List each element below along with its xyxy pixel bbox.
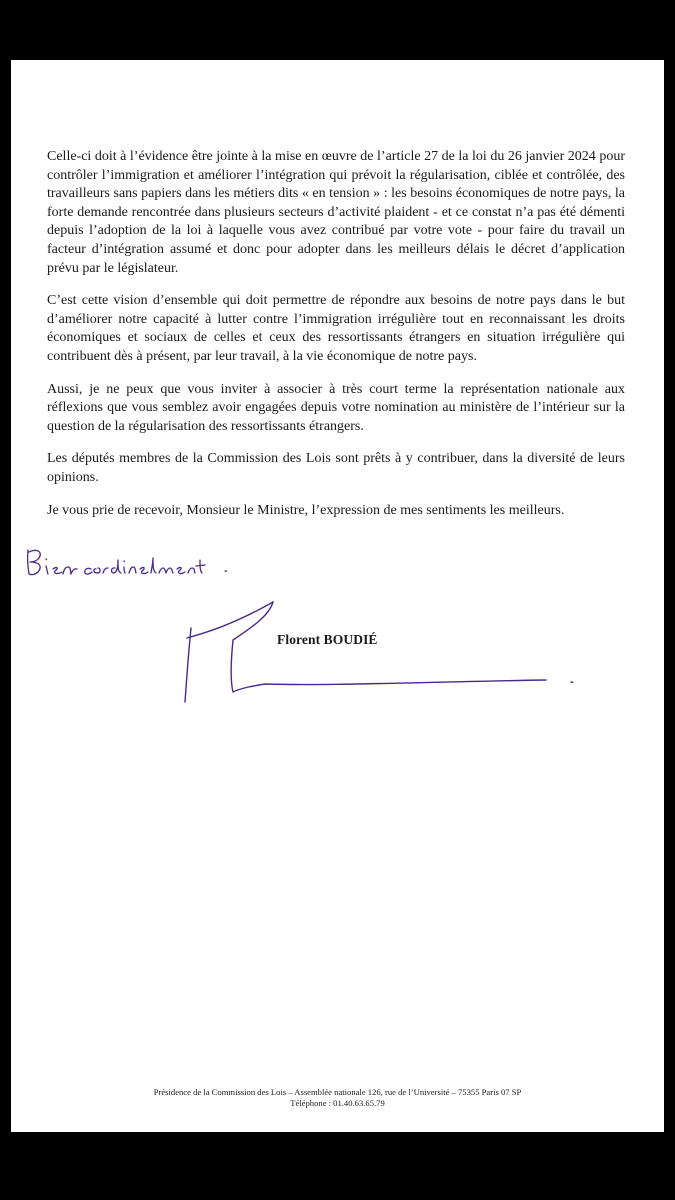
signature [161,598,581,708]
paragraph-2: C’est cette vision d’ensemble qui doit permettre de répondre aux besoins de notre pays dans le but d’améliorer notre capacité à lutter contre l’immigration irrégulière tout en reconnaissant les droits économiques et sociaux de celles et ceux des ressortissants étrangers en situation irrégulière qui contribuent dès à présent, par leur travail, à la vie économique de notre pays. [47,293,625,364]
signatory-name: Florent BOUDIÉ [277,632,378,647]
letter-body [47,148,625,534]
letter-page [11,60,664,1132]
footer-address: Présidence de la Commission des Lois – Assemblée nationale 126, rue de l’Université – 75355 Paris 07 SP [153,1087,522,1097]
footer-phone: Téléphone : 01.40.63.65.79 [290,1097,385,1108]
paragraph-3: Aussi, je ne peux que vous inviter à associer à très court terme la représentation nationale aux réflexions que vous semblez avoir engagées depuis votre nomination au ministère de l’intérieur sur la question de la régularisation des ressortissants étrangers. [47,381,625,434]
paragraph-1: Celle-ci doit à l’évidence être jointe à la mise en œuvre de l’article 27 de la loi du 26 janvier 2024 pour contrôler l’immigration et améliorer l’intégration qui prévoit la régularisation, ciblée et contrôlée, des travailleurs sans papiers dans les métiers dits « en tension » : les besoins économiques de notre pays, la forte demande rencontrée dans plusieurs secteurs d’activité plaident - et ce constat n’a pas été démenti depuis l’adoption de la loi à laquelle vous avez contribué par votre vote - pour faire du travail un facteur d’intégration assumé et donc pour adopter dans les meilleurs délais le décret d’application prévu par le législateur. [47,149,625,276]
footer [11,1087,664,1108]
handwritten-note [11,538,271,588]
closing-formula: Je vous prie de recevoir, Monsieur le Ministre, l’expression de mes sentiments les meilleurs. [47,502,565,518]
paragraph-4: Les députés membres de la Commission des Lois sont prêts à y contribuer, dans la diversité de leurs opinions. [47,451,625,485]
